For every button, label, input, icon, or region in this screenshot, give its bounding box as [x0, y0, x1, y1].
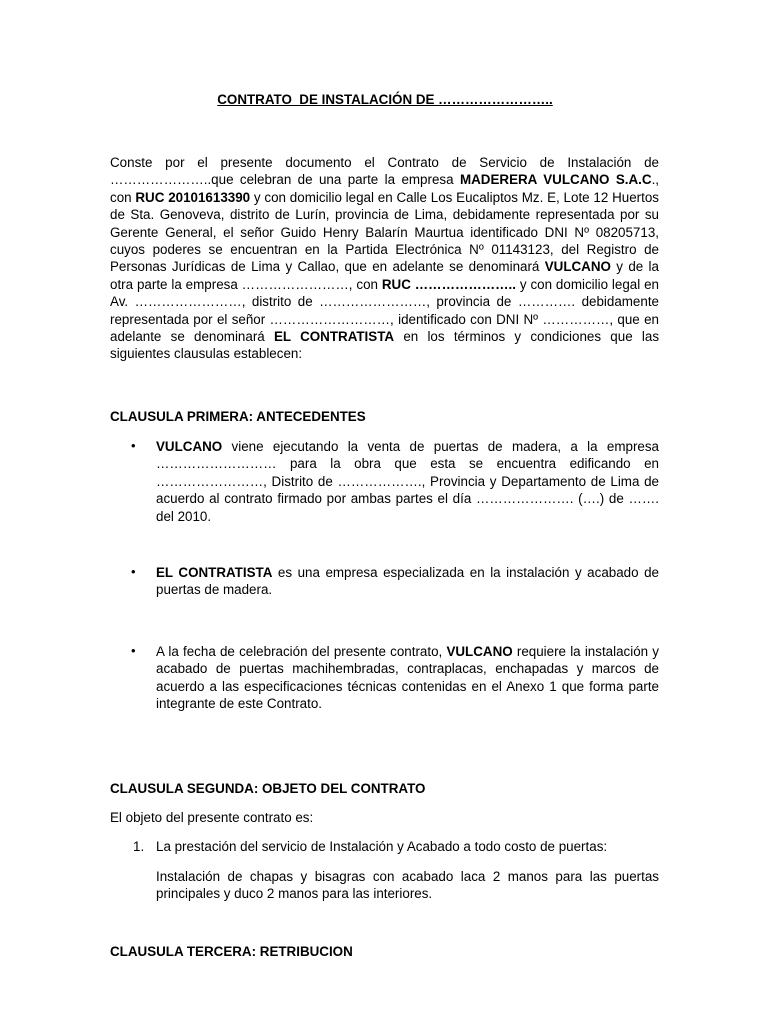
ruc-blank: RUC …………………..	[381, 276, 516, 292]
clause-2-heading: CLAUSULA SEGUNDA: OBJETO DEL CONTRATO	[110, 781, 426, 796]
clause-3-heading: CLAUSULA TERCERA: RETRIBUCION	[110, 944, 353, 959]
intro-text-5: y con domicilio legal en Av. ……………………, distrito de ……………………, provincia de …………. debidamente representada por el señor ………………………, identificado con DNI Nº ……………, que en adelante se denominará	[110, 276, 659, 345]
bullet-body: es una empresa especializada en la instalación y acabado de puertas de madera.	[156, 565, 659, 598]
bullet-text	[156, 438, 659, 525]
intro-text-2: ., con	[110, 172, 660, 205]
item-text: La prestación del servicio de Instalación y Acabado a todo costo de puertas:	[156, 839, 608, 854]
vulcano-term: VULCANO	[544, 259, 611, 275]
intro-paragraph	[110, 154, 659, 363]
bullet-lead: A la fecha de celebración del presente contrato,	[156, 644, 447, 659]
clause-2-lead: El objeto del presente contrato es:	[110, 810, 314, 825]
bullet-text	[156, 643, 659, 713]
bullet-text	[156, 564, 659, 599]
bullet-body: viene ejecutando la venta de puertas de madera, a la empresa ……………………… para la obra que esta se encuentra edificando en ……………………, Distrito de ………………., Provincia y Departamento de Lima de acuerdo al contrato firmado por ambas partes el día …………………. (….) de ……. del 2010.	[156, 439, 659, 524]
contract-title: CONTRATO DE INSTALACIÓN DE ……………………..	[217, 92, 553, 107]
company-name: MADERERA VULCANO S.A.C	[459, 172, 652, 188]
bullet-icon: •	[131, 564, 136, 579]
bullet-icon: •	[131, 438, 136, 453]
vulcano-term: VULCANO	[446, 644, 513, 659]
clause-1-heading: CLAUSULA PRIMERA: ANTECEDENTES	[110, 409, 366, 424]
intro-text-6: en los términos y condiciones que las siguientes clausulas establecen:	[110, 329, 660, 362]
vulcano-term: VULCANO	[156, 439, 223, 454]
item-number: 1.	[133, 839, 145, 854]
item-detail: Instalación de chapas y bisagras con acabado laca 2 manos para las puertas principales y duco 2 manos para las interiores.	[156, 869, 659, 902]
contratista-term: EL CONTRATISTA	[156, 565, 273, 580]
bullet-body: requiere la instalación y acabado de puertas machihembradas, contraplacas, enchapadas y marcos de acuerdo a las especificaciones técnicas contenidas en el Anexo 1 que forma parte integrante de este Contrato.	[156, 644, 659, 712]
intro-text-4: y de la otra parte la empresa ……………………, con	[110, 259, 659, 292]
ruc-number: RUC 20101613390	[135, 189, 251, 205]
bullet-icon: •	[131, 643, 136, 658]
intro-text-3: y con domicilio legal en Calle Los Eucaliptos Mz. E, Lote 12 Huertos de Sta. Genoveva, distrito de Lurín, provincia de Lima, debidamente representada por su Gerente General, el señor Guido Henry Balarín Maurtua identificado DNI Nº 08205713, cuyos poderes se encuentran en la Partida Electrónica Nº 01143123, del Registro de Personas Jurídicas de Lima y Callao, que en adelante se denominará	[110, 189, 659, 275]
intro-text-1: Conste por el presente documento el Contrato de Servicio de Instalación de …………………..que celebran de una parte la empresa	[110, 155, 659, 188]
contratista-term: EL CONTRATISTA	[273, 329, 395, 345]
